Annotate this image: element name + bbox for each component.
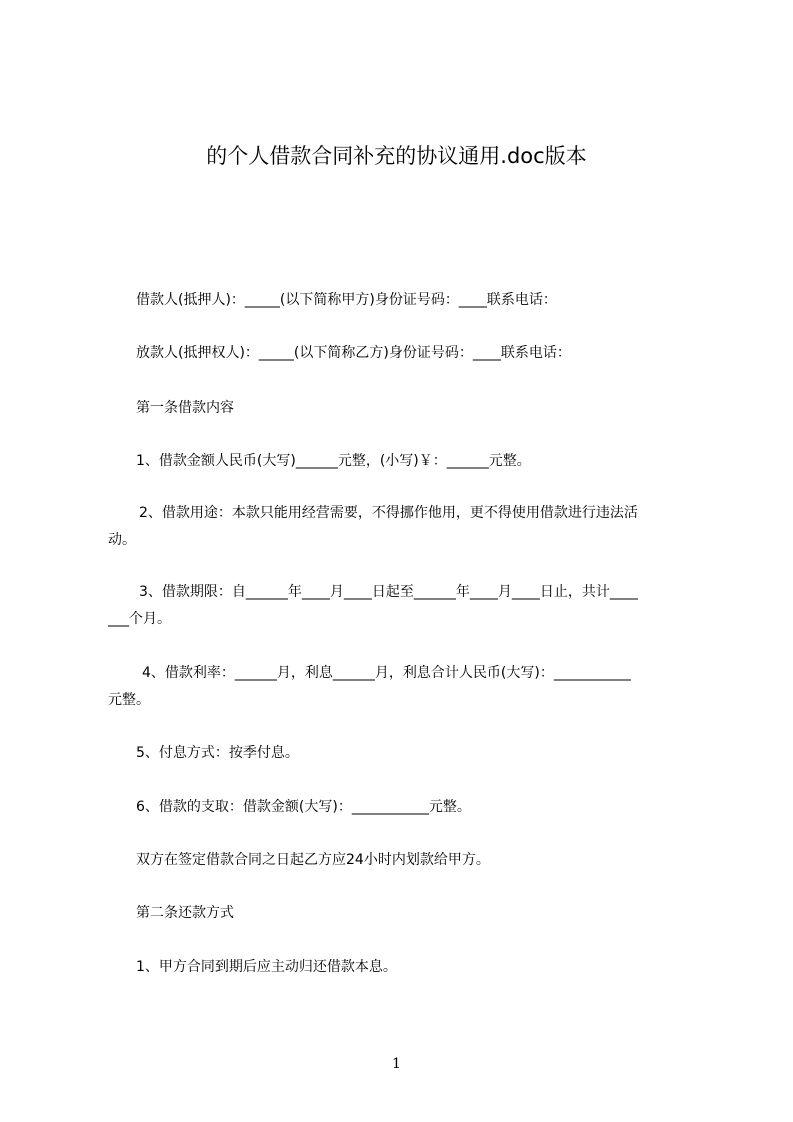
clause-2-purpose-continued: 动。 — [108, 532, 136, 548]
clause-6-withdrawal: 6、借款的支取：借款金额(大写)：___________元整。 — [136, 799, 471, 815]
section-heading-2: 第二条还款方式 — [136, 905, 234, 921]
lender-line: 放款人(抵押权人)：_____(以下简称乙方)身份证号码：____联系电话： — [136, 345, 571, 361]
borrower-line: 借款人(抵押人)：_____(以下简称甲方)身份证号码：____联系电话： — [136, 292, 557, 308]
clause-4-rate-continued: 元整。 — [108, 692, 150, 708]
clause-4-rate: 4、借款利率：______月，利息______月，利息合计人民币(大写)：___________ — [142, 665, 631, 681]
clause-3-term: 3、借款期限：自______年____月____日起至______年____月____日止，共计____ — [139, 584, 638, 600]
clause-3-term-continued: ___个月。 — [108, 611, 171, 627]
transfer-note: 双方在签定借款合同之日起乙方应24小时内划款给甲方。 — [136, 852, 490, 868]
clause-1-amount: 1、借款金额人民币(大写)______元整，(小写)￥：______元整。 — [136, 453, 531, 469]
page-number: 1 — [392, 1056, 401, 1072]
document-title: 的个人借款合同补充的协议通用.doc版本 — [206, 144, 587, 168]
repayment-clause-1: 1、甲方合同到期后应主动归还借款本息。 — [136, 959, 397, 975]
clause-2-purpose: 2、借款用途：本款只能用经营需要，不得挪作他用，更不得使用借款进行违法活 — [139, 505, 638, 521]
clause-5-payment: 5、付息方式：按季付息。 — [136, 745, 299, 761]
section-heading-1: 第一条借款内容 — [136, 400, 234, 416]
